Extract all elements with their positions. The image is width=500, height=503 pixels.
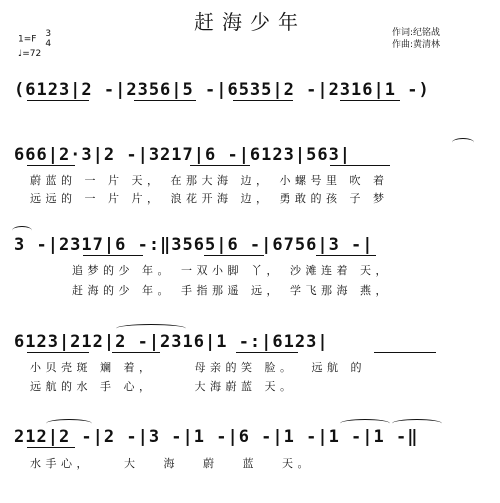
composer: 作曲:黄清林 — [392, 40, 441, 50]
notation-line: 3 -|2317|6 -:‖3565|6 -|6756|3 -| — [14, 235, 374, 255]
staff-line-2 — [0, 143, 500, 167]
key-tempo-block — [18, 29, 51, 60]
notation-line: 212|2 -|2 -|3 -|1 -|6 -|1 -|1 -|1 -‖ — [14, 427, 419, 447]
tempo-marking: ♩=72 — [18, 49, 42, 59]
credits — [392, 27, 440, 51]
lyric-verse-1: 蔚蓝的 一 片 天， 在那大海 边， 小螺号里 吹 着 — [30, 174, 389, 187]
lyric-verse-2: 赶海的少 年。 手指那遥 远， 学飞那海 燕， — [72, 284, 391, 297]
notation-line: 6123|212|2 -|2316|1 -:|6123| — [14, 332, 329, 352]
lyric-verse-1: 追梦的少 年。 一双小脚 丫， 沙滩连着 天， — [72, 264, 391, 277]
lyricist: 作词:纪铭战 — [392, 28, 441, 38]
key-signature: 1=F — [18, 34, 37, 45]
staff-line-1 — [0, 78, 500, 102]
lyric-verse-1: 水手心， 大 海 蔚 蓝 天。 — [30, 457, 313, 470]
lyric-verse-1: 小贝壳斑 斓 着， 母亲的笑 脸。 远航 的 — [30, 361, 366, 374]
time-signature: 3 4 — [45, 29, 52, 49]
song-title: 赶海少年 — [194, 10, 306, 34]
lyric-verse-2: 远航的水 手 心， 大海蔚蓝 天。 — [30, 380, 296, 393]
staff-line-5 — [0, 425, 500, 449]
notation-line: 666|2·3|2 -|3217|6 -|6123|563| — [14, 145, 352, 165]
staff-line-4 — [0, 330, 500, 354]
lyric-verse-2: 远远的 一 片 片， 浪花开海 边， 勇敢的孩 子 梦 — [30, 192, 389, 205]
staff-line-3 — [0, 233, 500, 257]
notation-line: (6123|2 -|2356|5 -|6535|2 -|2316|1 -) — [14, 80, 430, 100]
